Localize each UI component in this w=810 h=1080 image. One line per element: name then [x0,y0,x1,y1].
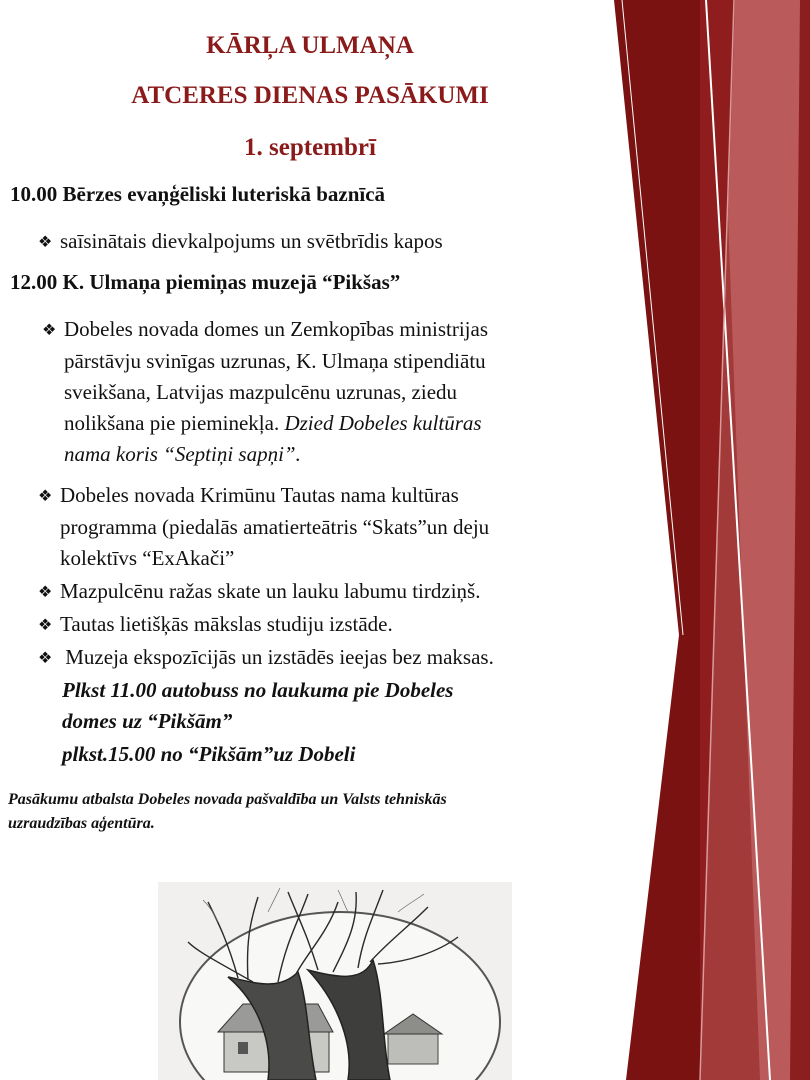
title-line-2: ATCERES DIENAS PASĀKUMI [131,82,489,109]
list-item [38,480,628,574]
bullet-text: Muzeja ekspozīcijās un izstādēs ieejas bez maksas. [65,645,494,669]
list-item [38,609,393,641]
support-note-line-1: Pasākumu atbalsta Dobeles novada pašvaldība un Valsts tehniskās [8,791,447,808]
bullet-diamond-icon: ❖ [38,234,53,251]
bullet-diamond-icon: ❖ [38,650,53,667]
bus-info-line-1: Plkst 11.00 autobuss no laukuma pie Dobeles [62,678,454,702]
bus-info-line-3: plkst.15.00 no “Pikšām”uz Dobeli [62,742,356,766]
bullet-text: sveikšana, Latvijas mazpulcēnu uzrunas, ziedu [64,380,458,404]
tree-drawing-image [158,882,512,1080]
list-item [38,226,443,258]
event-date: 1. septembrī [244,134,376,161]
bullet-text: kolektīvs “ExAkači” [60,546,235,570]
bullet-diamond-icon: ❖ [38,584,53,601]
list-item [38,642,494,674]
bullet-diamond-icon: ❖ [38,488,53,505]
bullet-diamond-icon: ❖ [42,322,57,339]
bullet-text: Mazpulcēnu ražas skate un lauku labumu tirdziņš. [60,579,481,603]
list-item [38,576,480,608]
bullet-text: programma (piedalās amatierteātris “Skats”un deju [60,515,490,539]
choir-text: nama koris “Septiņi sapņi”. [64,442,301,466]
list-item [42,314,622,470]
section-heading-museum: 12.00 K. Ulmaņa piemiņas muzejā “Pikšas” [10,270,401,294]
bullet-text: pārstāvju svinīgas uzrunas, K. Ulmaņa stipendiātu [64,349,486,373]
support-note [8,788,648,836]
section-heading-church: 10.00 Bērzes evaņģēliski luteriskā baznīcā [10,182,386,206]
tree-drawing-icon [158,882,512,1080]
bullet-text: Dobeles novada Krimūnu Tautas nama kultūras [60,483,459,507]
bus-info-line-2: domes uz “Pikšām” [62,709,233,733]
bullet-text: Tautas lietišķās mākslas studiju izstāde. [60,612,393,636]
bullet-text: nolikšana pie pieminekļa. [64,411,280,435]
title-line-1: KĀRĻA ULMAŅA [206,32,414,59]
bullet-diamond-icon: ❖ [38,617,53,634]
support-note-line-2: uzraudzības aģentūra. [8,815,155,832]
bullet-text: Dobeles novada domes un Zemkopības ministrijas [64,317,489,341]
choir-text: Dzied Dobeles kultūras [284,411,482,435]
bullet-text: saīsinātais dievkalpojums un svētbrīdis kapos [60,229,443,253]
